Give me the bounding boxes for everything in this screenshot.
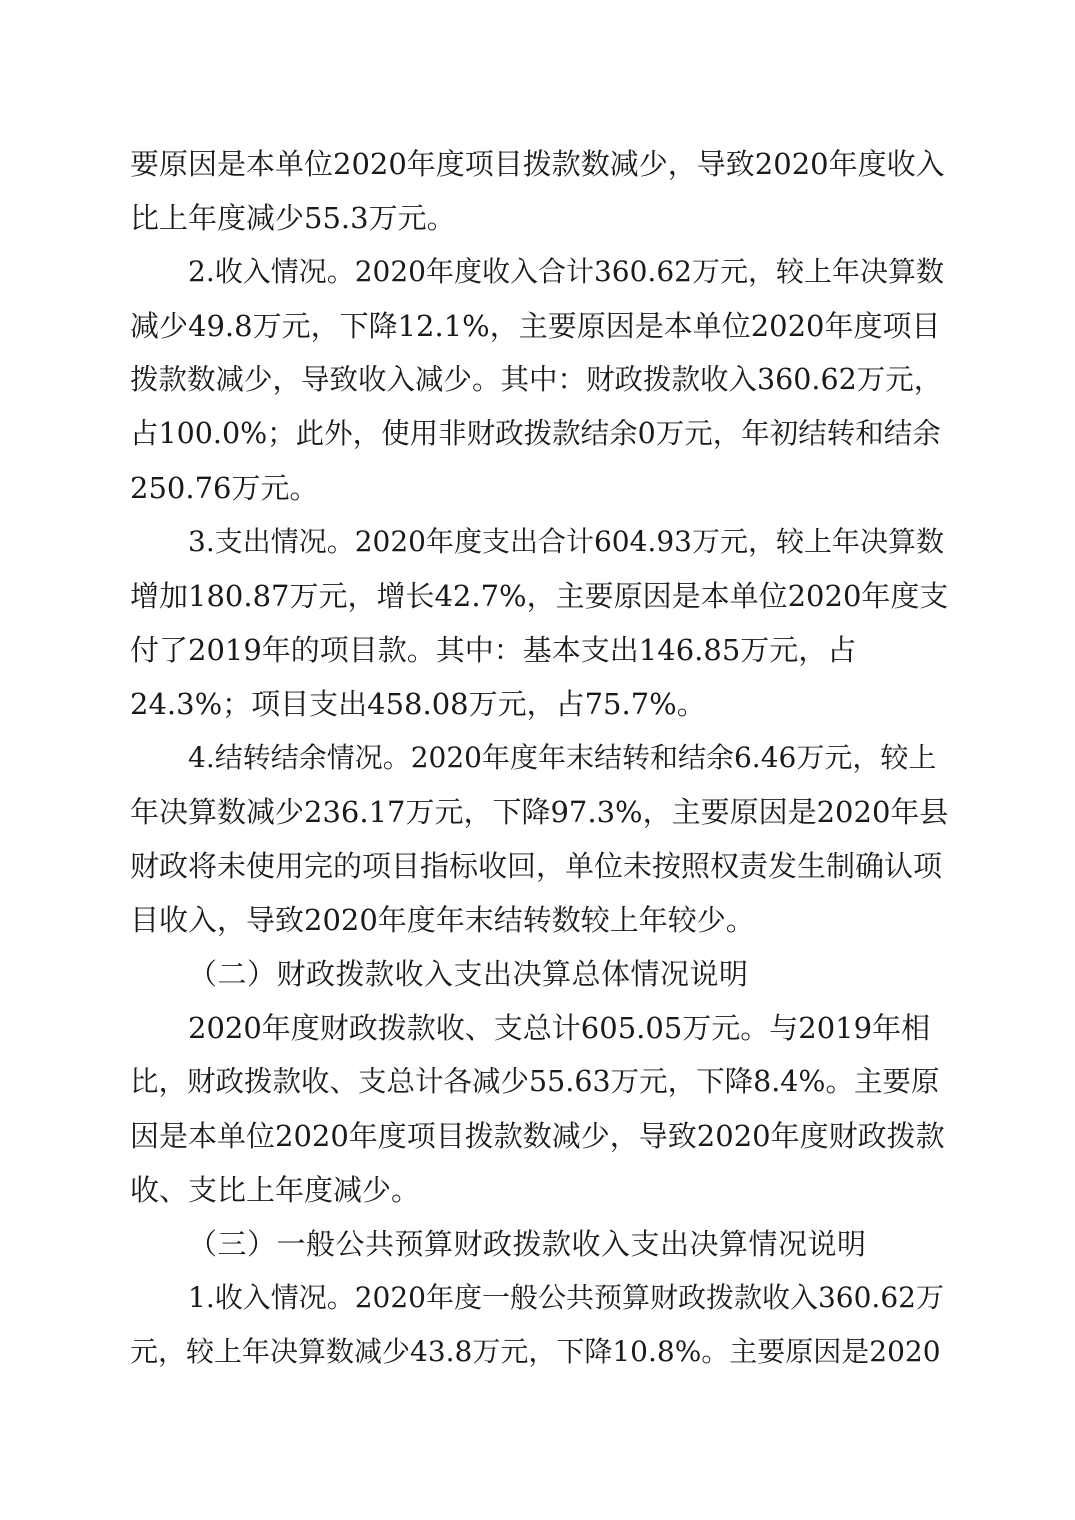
paragraph-start: 1.收入情况。2020年度一般公共预算财政拨款收入360.62万 bbox=[188, 1281, 944, 1314]
text-line: 元，较上年决算数减少43.8万元，下降10.8%。主要原因是2020 bbox=[130, 1335, 941, 1368]
text-line: 要原因是本单位2020年度项目拨款数减少，导致2020年度收入 bbox=[130, 147, 945, 181]
text-line: 财政将未使用完的项目指标收回，单位未按照权责发生制确认项 bbox=[130, 849, 943, 883]
text-line: 收、支比上年度减少。 bbox=[130, 1173, 421, 1207]
section-heading: （三）一般公共预算财政拨款收入支出决算情况说明 bbox=[188, 1227, 867, 1261]
text-line: 250.76万元。 bbox=[130, 471, 319, 505]
paragraph-start: 4.结转结余情况。2020年度年末结转和结余6.46万元，较上 bbox=[188, 741, 937, 774]
text-line: 年决算数减少236.17万元，下降97.3%，主要原因是2020年县 bbox=[130, 795, 949, 829]
paragraph-start: 2.收入情况。2020年度收入合计360.62万元，较上年决算数 bbox=[188, 255, 944, 288]
text-line: 比上年度减少55.3万元。 bbox=[130, 201, 456, 235]
text-line: 比，财政拨款收、支总计各减少55.63万元，下降8.4%。主要原 bbox=[130, 1065, 940, 1098]
text-line: 24.3%；项目支出458.08万元，占75.7%。 bbox=[130, 687, 706, 721]
text-line: 增加180.87万元，增长42.7%，主要原因是本单位2020年度支 bbox=[130, 579, 949, 613]
paragraph-start: 3.支出情况。2020年度支出合计604.93万元，较上年决算数 bbox=[188, 525, 944, 558]
text-line: 付了2019年的项目款。其中：基本支出146.85万元，占 bbox=[130, 633, 857, 667]
text-line: 占100.0%；此外，使用非财政拨款结余0万元，年初结转和结余 bbox=[130, 417, 941, 450]
paragraph-start: 2020年度财政拨款收、支总计605.05万元。与2019年相 bbox=[188, 1011, 931, 1045]
text-line: 因是本单位2020年度项目拨款数减少，导致2020年度财政拨款 bbox=[130, 1119, 945, 1153]
text-line: 目收入，导致2020年度年末结转数较上年较少。 bbox=[130, 903, 755, 937]
section-heading: （二）财政拨款收入支出决算总体情况说明 bbox=[188, 957, 749, 991]
text-line: 拨款数减少，导致收入减少。其中：财政拨款收入360.62万元， bbox=[130, 363, 943, 396]
text-line: 减少49.8万元，下降12.1%，主要原因是本单位2020年度项目 bbox=[130, 309, 941, 343]
